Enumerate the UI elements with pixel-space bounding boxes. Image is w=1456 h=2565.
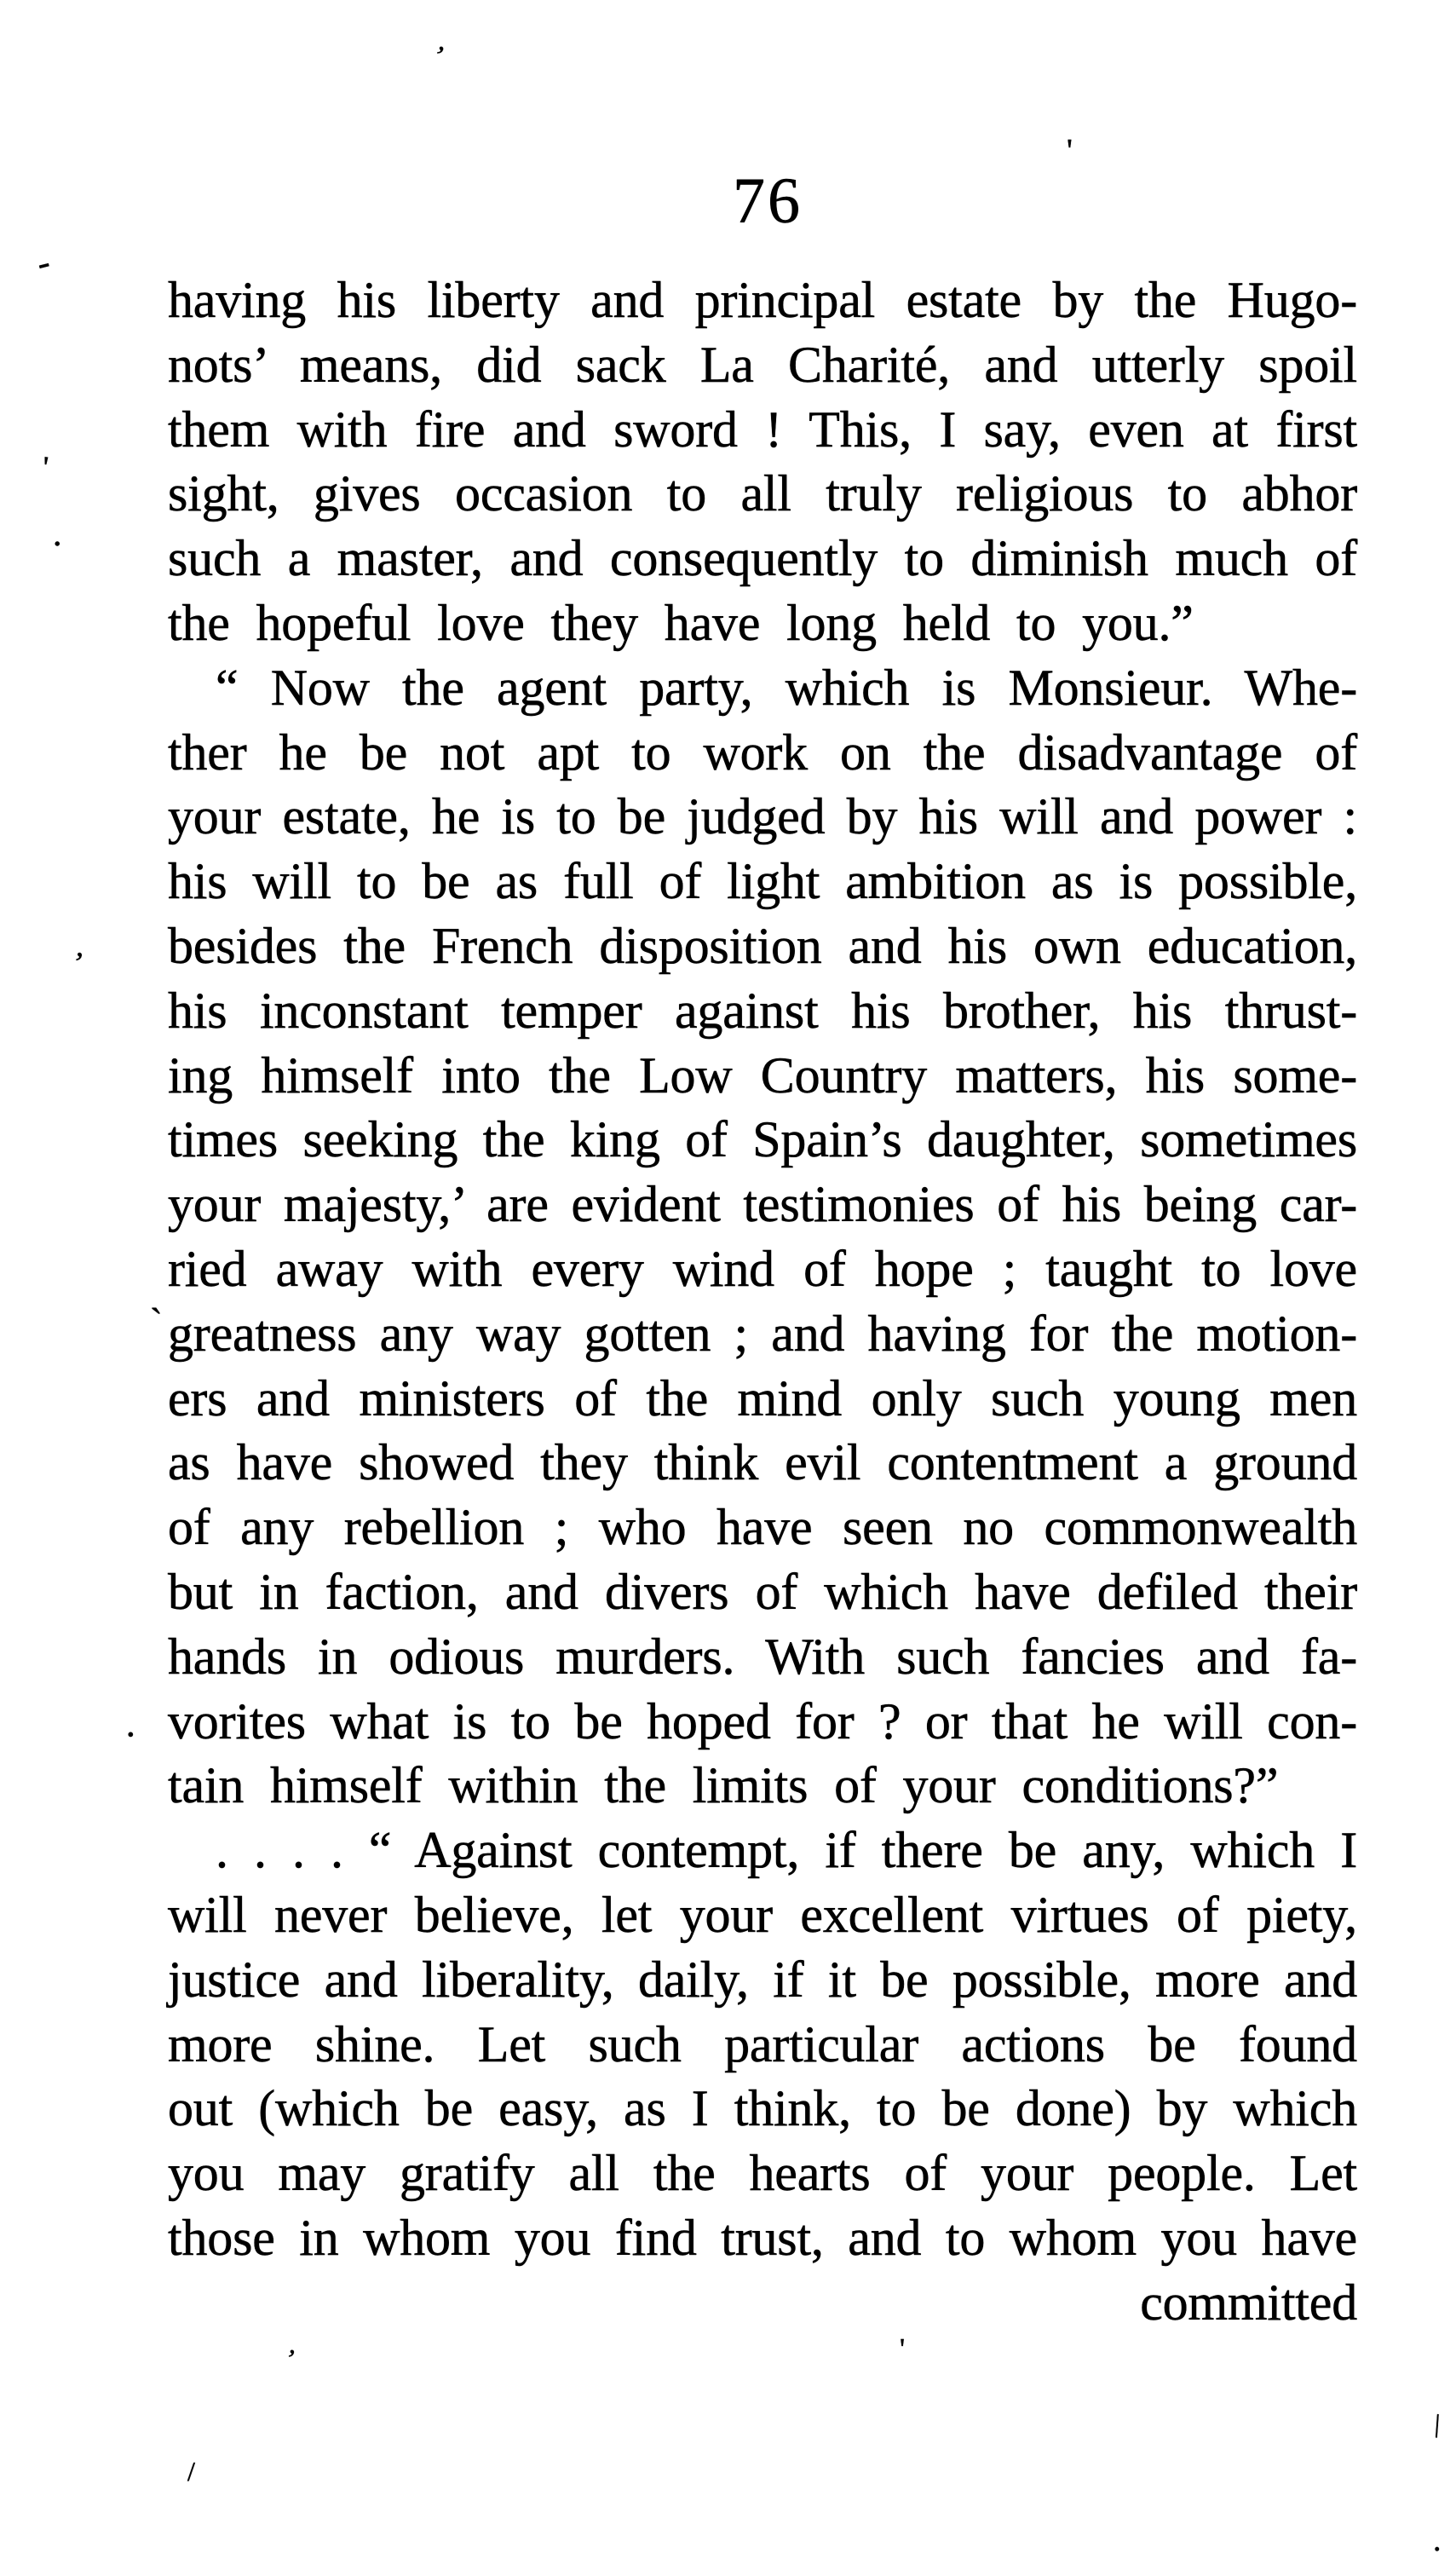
text-line: them with fire and sword ! This, I say, even at first (168, 401, 1357, 458)
text-line: besides the French disposition and his own education, (168, 917, 1357, 974)
text-line: as have showed they think evil contentment a ground (168, 1434, 1357, 1491)
text-line: sight, gives occasion to all truly religious to abhor (168, 465, 1357, 522)
page-number: 76 (733, 165, 803, 237)
ink-speck: - (32, 242, 55, 285)
text-line: more shine. Let such particular actions be found (168, 2015, 1357, 2072)
text-line: such a master, and consequently to diminish much of (168, 530, 1357, 587)
catchword: committed (1140, 2274, 1357, 2331)
text-line: ers and ministers of the mind only such young men (168, 1369, 1357, 1427)
text-block (168, 268, 1357, 2336)
ink-speck: ’ (283, 2343, 298, 2375)
text-line-paragraph-end: the hopeful love they have long held to you.” (168, 594, 1194, 651)
text-line: ther he be not apt to work on the disadvantage of (168, 723, 1357, 781)
ink-speck: ' (1067, 133, 1073, 169)
text-line: having his liberty and principal estate by the Hugo- (168, 272, 1357, 328)
ink-speck: . (1433, 2522, 1442, 2558)
text-line: of any rebellion ; who have seen no commonwealth (168, 1499, 1357, 1556)
text-line: those in whom you find trust, and to whom you have (168, 2209, 1357, 2266)
ink-speck: / (187, 2456, 195, 2487)
ink-speck: ' (900, 2333, 906, 2365)
ink-speck: | (1433, 2409, 1442, 2439)
text-line: out (which be easy, as I think, to be done) by which (168, 2080, 1357, 2137)
text-line: but in faction, and divers of which have defiled their (168, 1563, 1357, 1620)
text-line: times seeking the king of Spain’s daughter, sometimes (168, 1111, 1357, 1168)
text-line: your estate, he is to be judged by his will and power : (168, 788, 1357, 845)
ink-speck: ’ (71, 945, 86, 981)
text-line-paragraph-start: . . . . “ Against contempt, if there be any, which I (216, 1822, 1357, 1879)
text-line: will never believe, let your excellent virtues of piety, (168, 1886, 1357, 1943)
text-line: you may gratify all the hearts of your people. Let (168, 2145, 1357, 2202)
text-line: vorites what is to be hoped for ? or that he will con- (168, 1692, 1357, 1749)
text-line-paragraph-end: tain himself within the limits of your conditions?” (168, 1757, 1279, 1814)
text-line: his inconstant temper against his brother, his thrust- (168, 982, 1357, 1039)
text-line: hands in odious murders. With such fancies and fa- (168, 1628, 1357, 1685)
text-line: greatness any way gotten ; and having for the motion- (168, 1305, 1357, 1362)
text-line: his will to be as full of light ambition as is possible, (168, 853, 1357, 910)
text-line: your majesty,’ are evident testimonies of his being car- (168, 1176, 1357, 1233)
text-line: nots’ means, did sack La Charité, and utterly spoil (168, 336, 1357, 393)
text-line: ried away with every wind of hope ; taught to love (168, 1240, 1357, 1297)
ink-speck: ’ (429, 40, 448, 73)
ink-speck: ` (150, 1301, 163, 1343)
ink-speck: . (53, 515, 62, 554)
ink-speck: ' (40, 449, 50, 485)
text-line-paragraph-start: “ Now the agent party, which is Monsieur. Whe- (216, 659, 1357, 716)
ink-speck: · (124, 1714, 137, 1755)
text-line: justice and liberality, daily, if it be possible, more and (168, 1951, 1357, 2008)
text-line: ing himself into the Low Country matters, his some- (168, 1046, 1357, 1104)
